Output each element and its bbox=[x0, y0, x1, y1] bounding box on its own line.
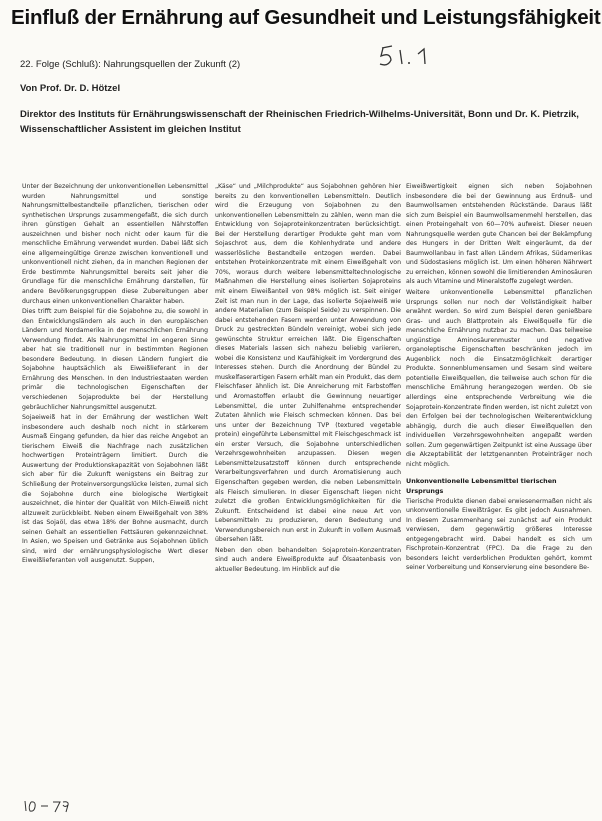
paragraph: Dies trifft zum Beispiel für die Sojabohne zu, die sowohl in den Entwicklungsländern als auch in den europäischen Ländern und Nordamerika in der menschlichen Ernährung Verwendung findet. Als Nahrungsmittel im engeren Sinne aber hat sie traditionell nur in bestimmten Regionen besondere Bedeutung. In diesen Ländern fungiert die Sojabohne hauptsächlich als Eiweißlieferant in der Ernährung des Menschen. In den Industriestaaten werden primär die technologischen Eigenschaften der verschiedenen Sojaprodukte bei der Herstellung gebräuchlicher Nahrungsmittel ausgenutzt. bbox=[22, 308, 208, 411]
paragraph: Neben den oben behandelten Sojaprotein-Konzentraten sind auch andere Eiweißprodukte auf Ölsaatenbasis von aktueller Bedeutung. Im Hinblick auf die bbox=[215, 546, 401, 573]
article-subtitle: 22. Folge (Schluß): Nahrungsquellen der Zukunft (2) bbox=[20, 59, 241, 70]
handwritten-page-mark bbox=[22, 796, 82, 814]
section-heading: Unkonventionelle Lebensmittel tierischen Ursprungs bbox=[406, 477, 557, 495]
article-title: Einfluß der Ernährung auf Gesundheit und Leistungsfähigkeit bbox=[11, 6, 601, 29]
author-affiliation: Direktor des Instituts für Ernährungswissenschaft der Rheinischen Friedrich-Wilhelms-Universität, Bonn und Dr. K. Pietrzik, Wissenschaftlicher Assistent im gleichen Institut bbox=[20, 109, 579, 135]
paragraph: Sojaeiweiß hat in der Ernährung der westlichen Welt insbesondere auch deshalb noch nicht in stärkerem Ausmaß Eingang gefunden, da hier das reiche Angebot an tierischem Eiweiß die Nachfrage nach zusätzlichen hochwertigen Proteinträgern limitiert. Durch die Auswertung der Produktionskapazität von Sojabohnen läßt sich aber für die Zukunft wenigstens ein Beitrag zur Schließung der Proteinversorgungslücke leisten, zumal sich die Sojabohne durch eine biologische Wertigkeit auszeichnet, die hinter der Qualität von Milch-Eiweiß nicht allzuweit zurückbleibt. Neben einem Eiweißgehalt von 38% ist das Sojaöl, das etwa 18% der Bohne ausmacht, durch seinen Gehalt an essentiellen Fettsäuren gekennzeichnet. In Asien, wo Speisen und Getränke aus Sojabohnen üblich sind, wird der ernährungsphysiologische Wert dieser Eiweißlieferanten voll ausgenutzt. Suppen, bbox=[22, 414, 208, 565]
paragraph: Weitere unkonventionelle Lebensmittel pflanzlichen Ursprungs sollen nur noch der Vollständigkeit halber erwähnt werden. So wird zum Beispiel deren genießbare Gras- und auch Blattprotein als Eiweißquelle für die menschliche Ernährung nutzbar zu machen. Das teilweise ungünstige Aminosäurenmuster und negative organoleptische Eigenschaften beschränken jedoch im Augenblick noch die Einsatzmöglichkeit derartiger Produkte. Sonnenblumensamen und Sesam sind weitere potentielle Eiweißquellen, die teilweise auch schon für die menschliche Ernährung herangezogen werden. Ob sie allerdings eine entsprechende Verbreitung wie die Sojaprotein-Konzentrate finden werden, ist nicht zuletzt von den Erfolgen bei der technologischen Weiterentwicklung abhängig, durch die auch dieser Eiweißquellen den individuellen Verzehrsgewohnheiten angepaßt werden sollen. Zum gegenwärtigen Zeitpunkt ist eine Aussage über die Akzeptabilität der letztgenannten Proteinträger noch nicht möglich. bbox=[406, 289, 592, 468]
paragraph: „Käse“ und „Milchprodukte“ aus Sojabohnen gehören hier bereits zu den konventionellen Lebensmitteln. Deutlich wird die Erzeugung von Sojabohnen zu den unkonventionellen Lebensmitteln zu zählen, wenn man die Entwicklung von Sojaproteinkonzentraten berücksichtigt. Bei der Herstellung derartiger Produkte geht man vom Sojaschrot aus, dem die Kohlenhydrate und andere wasserlösliche Bestandteile entzogen werden. Dabei entstehen Proteinkonzentrate mit einem Eiweißgehalt von 70%, woraus durch weitere lebensmitteltechnologische Maßnahmen die Herstellung eines isolierten Sojaproteins mit einem Eiweißanteil von 98% möglich ist. Seit einiger Zeit ist man nun in der Lage, das isolierte Sojaeiweiß wie andere Materialien (zum Beispiel Seide) zu verspinnen. Die dabei entstehenden Fasern werden unter Anwendung von Druck zu gestreckten Bündeln vereinigt, wobei sich jede gewünschte Struktur erreichen läßt. Die Eigenschaften dieses Materials lassen sich nahezu beliebig variieren, wobei die Konsistenz und Kaufähigkeit im Vordergrund des Interesses stehen. Durch die Anordnung der Bündel zu muskelfaserartigen Fasern erhält man ein Produkt, das dem Fleischfaser ähnlich ist. Die Anreicherung mit Farbstoffen und Aromastoffen erlaubt die Gewinnung neuartiger Lebensmittel, die unter Zuhilfenahme entsprechender Zutaten ähnlich wie Fleisch schmecken können. Das bei uns unter der Bezeichnung TVP (textured vegetable protein) eingeführte Lebensmittel mit Fleischgeschmack ist ein erster Versuch, die Sojabohne unterschiedlichen Verzehrsgewohnheiten anzupassen. Diesen wegen Lebensmittelzusatzstoff können durch entsprechende Verarbeitungsverfahren und durch Aromatisierung auch Eigenschaften gegeben werden, die neben Lebensmitteln als Fleisch simulieren. In dieser Eigenschaft liegen nicht zuletzt die großen Entwicklungsmöglichkeiten für die Zukunft. Entscheidend ist dabei eine neue Art von Lebensmitteln zu produzieren, deren Bedeutung und Verwendungsbereich nun erst in Zukunft in vollem Ausmaß übersehen läßt. bbox=[215, 183, 401, 544]
text-column-2 bbox=[215, 182, 401, 782]
text-column-3 bbox=[406, 182, 592, 782]
paragraph: Tierische Produkte dienen dabei erwiesenermaßen nicht als unkonventionelle Eiweißträger. Es gibt jedoch Ausnahmen. In diesem Zusammenhang sei zunächst auf ein Produkt verwiesen, dem gegenwärtig größeres Interesse entgegengebracht wird. Dabei handelt es sich um Fischprotein-Konzentrat (FPC). Da die Frage zu den besonders leicht verderblichen Produkten gehört, kommt seiner Vorbereitung und Konservierung eine besondere Be- bbox=[406, 497, 592, 572]
handwritten-annotation bbox=[378, 40, 448, 70]
paragraph: Unter der Bezeichnung der unkonventionellen Lebensmittel wurden Nahrungsmittel und sonstige Nahrungsmittelbestandteile pflanzlichen, tierischen oder synthetischen Ursprungs zusammengefaßt, die sich durch ihren günstigen Gehalt an essentiellen Nährstoffen auszeichnen und bisher noch nicht oder kaum für die menschliche Ernährung verwendet wurden. Dabei läßt sich eine allgemeingültige Grenze zwischen konventionell und unkonventionell nicht ziehen, da in manchen Regionen der Erde bestimmte Nahrungsmittel bereits seit jeher die Grundlage für die menschliche Ernährung darstellen, für andere Bevölkerungsgruppen diese Zubereitungen aber durchaus einen unkonventionellen Charakter haben. bbox=[22, 183, 208, 305]
paragraph: Eiweißwertigkeit eignen sich neben Sojabohnen insbesondere die bei der Gewinnung aus Erdnuß- und Baumwollsamen entstehenden Rückstände. Daraus läßt sich zum Beispiel ein Baumwollsamenmehl herstellen, das einen Proteingehalt von 60—70% aufweist. Dieser neuen Nahrungsquelle werden gute Chancen bei der Bekämpfung des Hungers in der Dritten Welt eingeräumt, da der Baumwollanbau in fast allen Ländern Afrikas, Südamerikas und Südostasiens möglich ist. Um einen höheren Nährwert zu erreichen, können sowohl die limitierenden Aminosäuren als auch Vitamine und Mineralstoffe zugelegt werden. bbox=[406, 183, 592, 286]
article-author: Von Prof. Dr. D. Hötzel bbox=[20, 83, 121, 94]
text-column-1 bbox=[22, 182, 208, 782]
